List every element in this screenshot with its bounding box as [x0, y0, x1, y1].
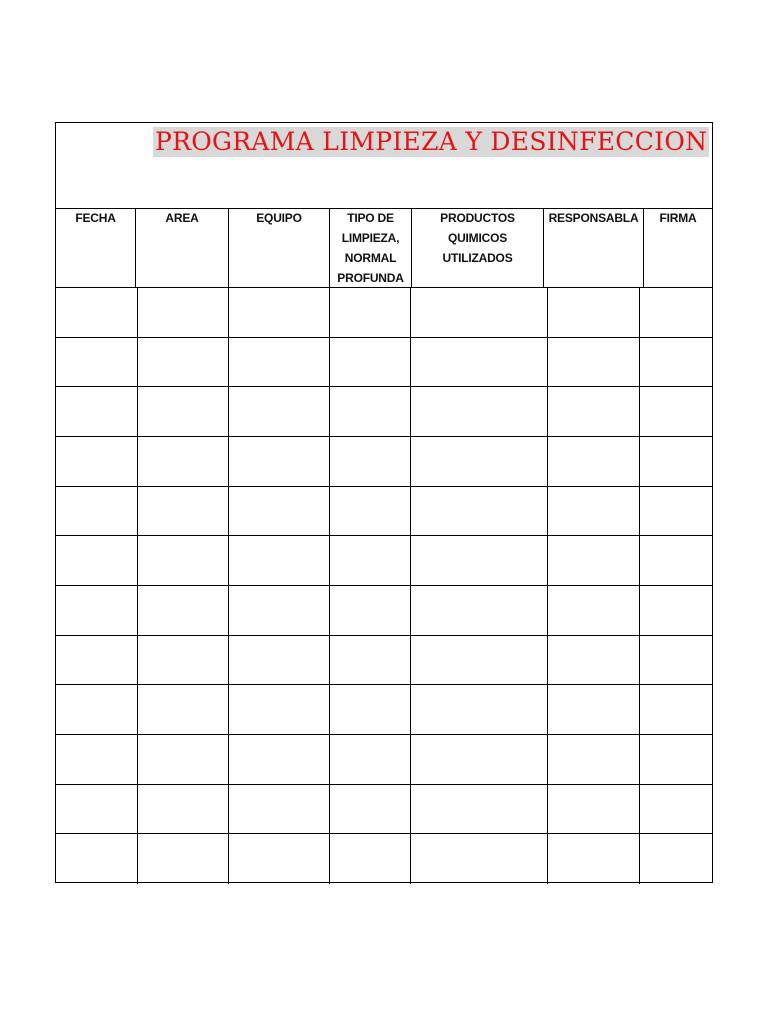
table-cell[interactable] [56, 487, 138, 536]
table-row [56, 536, 712, 586]
table-row [56, 685, 712, 735]
table-cell[interactable] [330, 785, 411, 834]
header-firma-label: FIRMA [659, 211, 697, 225]
table-cell[interactable] [330, 586, 411, 635]
table-cell[interactable] [56, 338, 138, 387]
header-productos [412, 208, 544, 288]
table-cell[interactable] [640, 437, 712, 486]
table-cell[interactable] [548, 487, 640, 536]
table-cell[interactable] [330, 487, 411, 536]
table-cell[interactable] [229, 387, 330, 436]
table-cell[interactable] [229, 785, 330, 834]
table-cell[interactable] [229, 685, 330, 734]
table-cell[interactable] [138, 834, 229, 884]
table-row [56, 636, 712, 686]
header-firma [644, 208, 712, 288]
table-cell[interactable] [548, 586, 640, 635]
table-cell[interactable] [411, 536, 548, 585]
entry-table [55, 287, 713, 883]
table-cell[interactable] [411, 487, 548, 536]
table-cell[interactable] [138, 636, 229, 685]
table-cell[interactable] [330, 288, 411, 337]
form-header [55, 122, 713, 287]
header-fecha-label: FECHA [75, 211, 116, 225]
table-cell[interactable] [56, 586, 138, 635]
table-cell[interactable] [229, 735, 330, 784]
table-cell[interactable] [330, 636, 411, 685]
table-cell[interactable] [640, 288, 712, 337]
table-cell[interactable] [330, 437, 411, 486]
table-cell[interactable] [548, 636, 640, 685]
table-row [56, 387, 712, 437]
table-cell[interactable] [411, 685, 548, 734]
table-cell[interactable] [640, 834, 712, 884]
table-cell[interactable] [229, 834, 330, 884]
table-cell[interactable] [330, 685, 411, 734]
table-cell[interactable] [330, 536, 411, 585]
table-cell[interactable] [56, 735, 138, 784]
header-responsable-label: RESPONSABLA [548, 211, 639, 225]
table-cell[interactable] [56, 834, 138, 884]
table-cell[interactable] [138, 487, 229, 536]
table-cell[interactable] [138, 685, 229, 734]
table-cell[interactable] [411, 437, 548, 486]
table-cell[interactable] [229, 487, 330, 536]
table-cell[interactable] [229, 338, 330, 387]
table-cell[interactable] [138, 536, 229, 585]
table-cell[interactable] [548, 288, 640, 337]
table-cell[interactable] [548, 387, 640, 436]
table-cell[interactable] [548, 685, 640, 734]
header-productos-line-2: QUIMICOS [447, 231, 508, 245]
table-row [56, 834, 712, 884]
header-tipo-line-4: PROFUNDA [337, 271, 404, 285]
table-cell[interactable] [56, 685, 138, 734]
header-tipo-line-3: NORMAL [344, 251, 397, 265]
table-row [56, 288, 712, 338]
table-cell[interactable] [330, 834, 411, 884]
table-row [56, 338, 712, 388]
table-row [56, 586, 712, 636]
table-cell[interactable] [640, 338, 712, 387]
table-row [56, 785, 712, 835]
table-cell[interactable] [229, 288, 330, 337]
table-cell[interactable] [640, 636, 712, 685]
header-tipo-line-2: LIMPIEZA, [341, 231, 400, 245]
table-cell[interactable] [138, 437, 229, 486]
table-cell[interactable] [138, 735, 229, 784]
page-title: PROGRAMA LIMPIEZA Y DESINFECCION [155, 127, 708, 156]
table-cell[interactable] [56, 288, 138, 337]
header-equipo-label: EQUIPO [256, 211, 302, 225]
table-row [56, 487, 712, 537]
table-cell[interactable] [229, 636, 330, 685]
table-cell[interactable] [138, 288, 229, 337]
table-cell[interactable] [411, 387, 548, 436]
table-cell[interactable] [138, 785, 229, 834]
table-cell[interactable] [56, 785, 138, 834]
table-cell[interactable] [56, 387, 138, 436]
table-cell[interactable] [229, 586, 330, 635]
table-cell[interactable] [138, 586, 229, 635]
table-cell[interactable] [330, 735, 411, 784]
header-responsable [544, 208, 644, 288]
table-cell[interactable] [640, 785, 712, 834]
table-cell[interactable] [548, 437, 640, 486]
table-cell[interactable] [411, 338, 548, 387]
table-cell[interactable] [548, 834, 640, 884]
table-cell[interactable] [640, 735, 712, 784]
table-cell[interactable] [138, 338, 229, 387]
table-cell[interactable] [548, 338, 640, 387]
header-productos-line-3: UTILIZADOS [442, 251, 513, 265]
header-tipo-limpieza [330, 208, 412, 288]
header-area [136, 208, 229, 288]
table-row [56, 437, 712, 487]
table-cell[interactable] [548, 536, 640, 585]
table-cell[interactable] [411, 636, 548, 685]
table-cell[interactable] [56, 536, 138, 585]
header-productos-line-1: PRODUCTOS [440, 211, 515, 225]
table-cell[interactable] [411, 586, 548, 635]
table-cell[interactable] [411, 735, 548, 784]
table-cell[interactable] [138, 387, 229, 436]
table-cell[interactable] [229, 536, 330, 585]
table-cell[interactable] [640, 487, 712, 536]
table-cell[interactable] [411, 785, 548, 834]
table-cell[interactable] [640, 685, 712, 734]
table-cell[interactable] [548, 785, 640, 834]
header-fecha [56, 208, 136, 288]
table-cell[interactable] [56, 636, 138, 685]
table-cell[interactable] [640, 387, 712, 436]
header-tipo-line-1: TIPO DE [347, 211, 394, 225]
title-area [56, 123, 712, 209]
table-cell[interactable] [56, 437, 138, 486]
table-header-row [56, 208, 712, 288]
table-cell[interactable] [640, 586, 712, 635]
table-cell[interactable] [330, 387, 411, 436]
table-cell[interactable] [640, 536, 712, 585]
table-cell[interactable] [229, 437, 330, 486]
header-area-label: AREA [165, 211, 199, 225]
table-cell[interactable] [548, 735, 640, 784]
table-row [56, 735, 712, 785]
table-cell[interactable] [330, 338, 411, 387]
table-cell[interactable] [411, 288, 548, 337]
header-equipo [229, 208, 330, 288]
table-cell[interactable] [411, 834, 548, 884]
